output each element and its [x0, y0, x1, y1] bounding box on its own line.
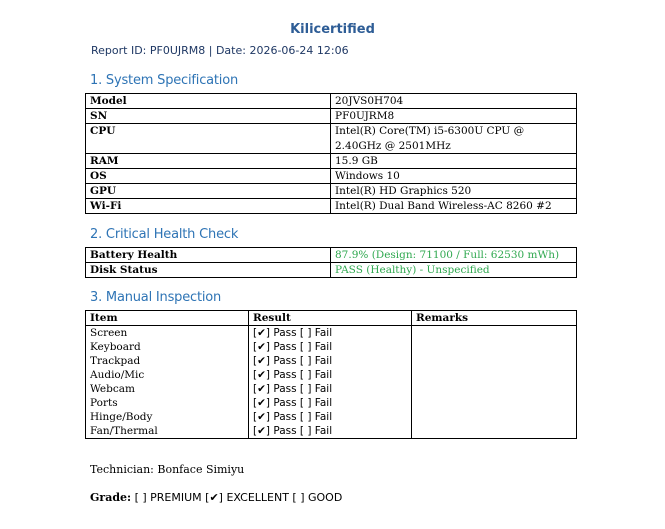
disk-status-value: PASS (Healthy) - Unspecified [331, 263, 577, 278]
spec-label: GPU [86, 184, 331, 199]
section-heading-manual-inspection: 3. Manual Inspection [90, 290, 222, 305]
column-header-result: Result [249, 311, 412, 326]
inspection-item: Fan/Thermal [86, 424, 249, 439]
table-row [86, 199, 577, 214]
spec-label: OS [86, 169, 331, 184]
inspection-result: [✔] Pass [ ] Fail [249, 340, 412, 354]
table-row [86, 248, 577, 263]
inspection-item: Webcam [86, 382, 249, 396]
table-row [86, 424, 577, 439]
inspection-result: [✔] Pass [ ] Fail [249, 424, 412, 439]
health-check-table [85, 247, 577, 278]
table-row [86, 154, 577, 169]
health-label: Disk Status [86, 263, 331, 278]
spec-label: SN [86, 109, 331, 124]
table-row [86, 184, 577, 199]
health-label: Battery Health [86, 248, 331, 263]
report-meta: Report ID: PF0UJRM8 | Date: 2026-06-24 12:06 [91, 44, 349, 57]
system-spec-table [85, 93, 577, 214]
inspection-remarks [412, 340, 577, 354]
grade-label: Grade: [90, 491, 132, 504]
table-row [86, 263, 577, 278]
inspection-item: Screen [86, 326, 249, 341]
table-row [86, 382, 577, 396]
inspection-result: [✔] Pass [ ] Fail [249, 410, 412, 424]
inspection-item: Hinge/Body [86, 410, 249, 424]
spec-label: Wi-Fi [86, 199, 331, 214]
inspection-result: [✔] Pass [ ] Fail [249, 354, 412, 368]
inspection-item: Audio/Mic [86, 368, 249, 382]
inspection-result: [✔] Pass [ ] Fail [249, 368, 412, 382]
table-row [86, 354, 577, 368]
inspection-result: [✔] Pass [ ] Fail [249, 396, 412, 410]
inspection-remarks [412, 368, 577, 382]
spec-value: 15.9 GB [331, 154, 577, 169]
manual-inspection-table [85, 310, 577, 439]
table-row [86, 410, 577, 424]
table-row [86, 109, 577, 124]
table-row [86, 396, 577, 410]
table-row [86, 169, 577, 184]
spec-label: Model [86, 94, 331, 109]
inspection-remarks [412, 382, 577, 396]
spec-label: RAM [86, 154, 331, 169]
inspection-result: [✔] Pass [ ] Fail [249, 326, 412, 341]
spec-value: Windows 10 [331, 169, 577, 184]
table-row [86, 94, 577, 109]
column-header-item: Item [86, 311, 249, 326]
inspection-remarks [412, 354, 577, 368]
grade-options: [ ] PREMIUM [✔] EXCELLENT [ ] GOOD [134, 491, 343, 504]
column-header-remarks: Remarks [412, 311, 577, 326]
table-row [86, 326, 577, 341]
spec-value: Intel(R) Core(TM) i5-6300U CPU @ 2.40GHz @ 2501MHz [331, 124, 577, 154]
spec-value: Intel(R) Dual Band Wireless-AC 8260 #2 [331, 199, 577, 214]
inspection-item: Keyboard [86, 340, 249, 354]
inspection-remarks [412, 410, 577, 424]
technician-line: Technician: Bonface Simiyu [90, 463, 245, 476]
section-heading-system-spec: 1. System Specification [90, 73, 239, 88]
inspection-item: Ports [86, 396, 249, 410]
battery-health-value: 87.9% (Design: 71100 / Full: 62530 mWh) [331, 248, 577, 263]
table-header-row [86, 311, 577, 326]
inspection-remarks [412, 396, 577, 410]
table-row [86, 368, 577, 382]
section-heading-health-check: 2. Critical Health Check [90, 227, 239, 242]
inspection-remarks [412, 326, 577, 341]
report-title: Kilicertified [290, 22, 375, 37]
inspection-item: Trackpad [86, 354, 249, 368]
inspection-result: [✔] Pass [ ] Fail [249, 382, 412, 396]
grade-line [90, 491, 342, 504]
table-row [86, 124, 577, 154]
spec-value: PF0UJRM8 [331, 109, 577, 124]
spec-value: 20JVS0H704 [331, 94, 577, 109]
inspection-remarks [412, 424, 577, 439]
table-row [86, 340, 577, 354]
spec-label: CPU [86, 124, 331, 154]
spec-value: Intel(R) HD Graphics 520 [331, 184, 577, 199]
